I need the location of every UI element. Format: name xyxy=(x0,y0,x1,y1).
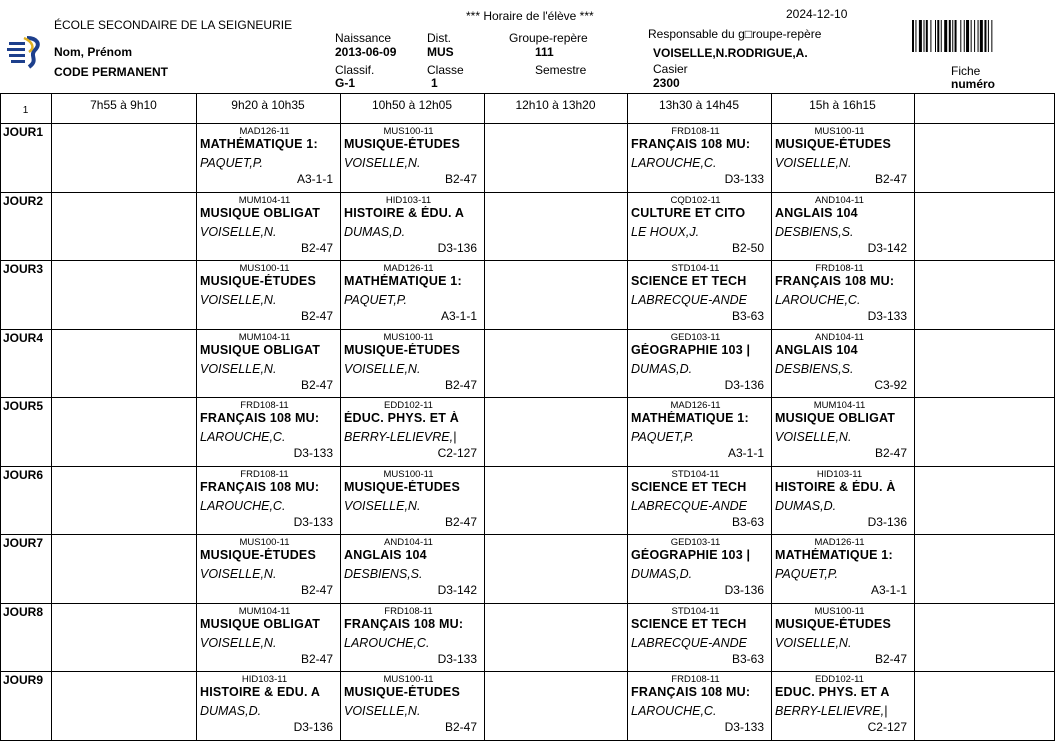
course-teacher: DUMAS,D. xyxy=(344,225,406,239)
course-code: MUS100-11 xyxy=(239,537,290,548)
course-room: B2-47 xyxy=(300,309,333,323)
course-teacher: VOISELLE,N. xyxy=(344,362,421,376)
course-teacher: PAQUET,P. xyxy=(200,156,263,170)
course-teacher: VOISELLE,N. xyxy=(775,156,852,170)
course-code: FRD108-11 xyxy=(240,400,289,411)
course-code: FRD108-11 xyxy=(240,469,289,480)
course-cell[interactable] xyxy=(628,261,771,329)
course-title: CULTURE ET CITO xyxy=(631,206,746,220)
course-cell[interactable] xyxy=(341,261,484,329)
course-cell[interactable] xyxy=(628,330,771,398)
course-teacher: VOISELLE,N. xyxy=(775,636,852,650)
course-room: D3-136 xyxy=(293,720,333,734)
day-label: JOUR3 xyxy=(3,262,44,276)
course-cell[interactable] xyxy=(197,672,340,740)
course-teacher: DUMAS,D. xyxy=(200,704,262,718)
course-cell[interactable] xyxy=(341,467,484,535)
group-value: 111 xyxy=(535,45,554,59)
day-label: JOUR9 xyxy=(3,673,44,687)
period-header: 7h55 à 9h10 xyxy=(90,98,157,112)
day-label: JOUR6 xyxy=(3,468,44,482)
course-cell[interactable] xyxy=(628,124,771,192)
course-title: MATHÉMATIQUE 1: xyxy=(200,137,318,151)
course-title: MATHÉMATIQUE 1: xyxy=(344,274,462,288)
course-cell[interactable] xyxy=(197,467,340,535)
course-title: MUSIQUE OBLIGAT xyxy=(200,206,321,220)
course-room: B2-50 xyxy=(731,241,764,255)
course-teacher: PAQUET,P. xyxy=(344,293,407,307)
grid-column-line xyxy=(914,93,915,740)
course-cell[interactable] xyxy=(628,398,771,466)
period-header: 10h50 à 12h05 xyxy=(371,98,453,112)
course-cell[interactable] xyxy=(341,398,484,466)
course-code: FRD108-11 xyxy=(671,126,720,137)
course-room: D3-133 xyxy=(867,309,907,323)
group-label: Groupe-repère xyxy=(509,31,588,45)
course-code: MUS100-11 xyxy=(383,332,434,343)
course-teacher: VOISELLE,N. xyxy=(775,430,852,444)
responsible-label: Responsable du g□roupe-repère xyxy=(648,27,822,41)
course-teacher: VOISELLE,N. xyxy=(200,362,277,376)
birth-label: Naissance xyxy=(335,31,392,45)
course-teacher: LAROUCHE,C. xyxy=(631,704,717,718)
course-title: ANGLAIS 104 xyxy=(775,343,858,357)
course-room: D3-133 xyxy=(724,172,764,186)
course-teacher: PAQUET,P. xyxy=(775,567,838,581)
course-code: HID103-11 xyxy=(816,469,863,480)
course-teacher: LABRECQUE-ANDE xyxy=(631,499,747,513)
course-cell[interactable] xyxy=(341,193,484,261)
course-teacher: VOISELLE,N. xyxy=(344,156,421,170)
course-room: B2-47 xyxy=(444,720,477,734)
course-code: MUS100-11 xyxy=(814,126,865,137)
course-room: C2-127 xyxy=(437,446,477,460)
course-code: MAD126-11 xyxy=(814,537,865,548)
course-room: D3-133 xyxy=(437,652,477,666)
class-value: 1 xyxy=(431,76,438,90)
course-title: ANGLAIS 104 xyxy=(775,206,858,220)
course-title: MUSIQUE-ÉTUDES xyxy=(200,274,317,288)
course-room: B3-63 xyxy=(731,309,764,323)
course-room: A3-1-1 xyxy=(296,172,333,186)
course-teacher: LAROUCHE,C. xyxy=(200,499,286,513)
course-room: D3-142 xyxy=(437,583,477,597)
course-code: EDD102-11 xyxy=(384,400,433,411)
course-teacher: BERRY-LELIEVRE,| xyxy=(775,704,888,718)
course-room: D3-136 xyxy=(724,583,764,597)
course-title: MATHÉMATIQUE 1: xyxy=(631,411,749,425)
course-cell[interactable] xyxy=(772,124,914,192)
school-logo-icon xyxy=(5,34,43,70)
course-teacher: LABRECQUE-ANDE xyxy=(631,293,747,307)
course-teacher: DESBIENS,S. xyxy=(344,567,423,581)
course-cell[interactable] xyxy=(197,261,340,329)
course-title: EDUC. PHYS. ET A xyxy=(775,685,890,699)
course-code: MUS100-11 xyxy=(383,469,434,480)
dist-label: Dist. xyxy=(427,31,451,45)
course-room: B3-63 xyxy=(731,652,764,666)
course-teacher: LABRECQUE-ANDE xyxy=(631,636,747,650)
classif-value: G-1 xyxy=(335,76,356,90)
course-room: D3-136 xyxy=(437,241,477,255)
course-title: SCIENCE ET TECH xyxy=(631,617,747,631)
course-code: MUM104-11 xyxy=(238,606,291,617)
course-teacher: VOISELLE,N. xyxy=(200,636,277,650)
grid-column-line xyxy=(484,93,485,740)
day-label: JOUR8 xyxy=(3,605,44,619)
code-label: CODE PERMANENT xyxy=(54,65,169,79)
day-label: JOUR4 xyxy=(3,331,44,345)
course-teacher: BERRY-LELIEVRE,| xyxy=(344,430,457,444)
course-title: MUSIQUE-ÉTUDES xyxy=(200,548,317,562)
course-cell[interactable] xyxy=(772,193,914,261)
course-teacher: VOISELLE,N. xyxy=(200,567,277,581)
course-title: MUSIQUE-ÉTUDES xyxy=(775,137,892,151)
course-code: MUM104-11 xyxy=(813,400,866,411)
course-code: FRD108-11 xyxy=(384,606,433,617)
day-label: JOUR7 xyxy=(3,536,44,550)
course-title: MUSIQUE-ÉTUDES xyxy=(775,617,892,631)
period-header: 15h à 16h15 xyxy=(809,98,876,112)
course-cell[interactable] xyxy=(772,467,914,535)
birth-value: 2013-06-09 xyxy=(335,45,397,59)
course-room: B2-47 xyxy=(444,378,477,392)
course-code: MAD126-11 xyxy=(383,263,434,274)
course-room: D3-136 xyxy=(724,378,764,392)
course-code: MAD126-11 xyxy=(670,400,721,411)
course-code: FRD108-11 xyxy=(671,674,720,685)
course-room: B2-47 xyxy=(300,583,333,597)
course-title: ANGLAIS 104 xyxy=(344,548,427,562)
course-room: B2-47 xyxy=(874,652,907,666)
period-header: 9h20 à 10h35 xyxy=(231,98,305,112)
course-cell[interactable] xyxy=(197,535,340,603)
print-date: 2024-12-10 xyxy=(786,7,848,21)
course-room: B3-63 xyxy=(731,515,764,529)
course-teacher: DUMAS,D. xyxy=(631,362,693,376)
course-cell[interactable] xyxy=(197,604,340,672)
day-label: JOUR1 xyxy=(3,125,44,139)
course-code: STD104-11 xyxy=(671,469,720,480)
course-cell[interactable] xyxy=(772,398,914,466)
course-cell[interactable] xyxy=(197,124,340,192)
course-teacher: VOISELLE,N. xyxy=(200,293,277,307)
course-room: B2-47 xyxy=(444,515,477,529)
course-title: ÉDUC. PHYS. ET À xyxy=(344,411,460,425)
course-code: MUS100-11 xyxy=(814,606,865,617)
course-room: D3-133 xyxy=(293,515,333,529)
barcode-icon xyxy=(912,20,1024,52)
course-cell[interactable] xyxy=(341,330,484,398)
course-teacher: LE HOUX,J. xyxy=(631,225,700,239)
course-code: HID103-11 xyxy=(241,674,288,685)
course-title: MUSIQUE-ÉTUDES xyxy=(344,343,461,357)
classif-label: Classif. xyxy=(335,63,375,77)
course-teacher: DESBIENS,S. xyxy=(775,362,854,376)
grid-column-line xyxy=(51,93,52,740)
class-label: Classe xyxy=(427,63,464,77)
numero-label: numéro xyxy=(951,77,996,91)
course-room: B2-47 xyxy=(300,241,333,255)
course-teacher: DUMAS,D. xyxy=(775,499,837,513)
course-title: MATHÉMATIQUE 1: xyxy=(775,548,893,562)
course-room: B2-47 xyxy=(300,652,333,666)
course-room: B2-47 xyxy=(874,446,907,460)
course-teacher: VOISELLE,N. xyxy=(344,499,421,513)
responsible-value: VOISELLE,N.RODRIGUE,A. xyxy=(653,46,808,60)
course-title: GÉOGRAPHIE 103 | xyxy=(631,548,751,562)
course-title: MUSIQUE OBLIGAT xyxy=(775,411,896,425)
course-code: FRD108-11 xyxy=(815,263,864,274)
course-code: GED103-11 xyxy=(670,537,721,548)
school-name: ÉCOLE SECONDAIRE DE LA SEIGNEURIE xyxy=(54,18,293,32)
course-title: SCIENCE ET TECH xyxy=(631,274,747,288)
period-header: 13h30 à 14h45 xyxy=(658,98,740,112)
course-title: FRANÇAIS 108 MU: xyxy=(344,617,464,631)
course-code: HID103-11 xyxy=(385,195,432,206)
course-code: MUS100-11 xyxy=(239,263,290,274)
course-title: FRANÇAIS 108 MU: xyxy=(200,411,320,425)
course-room: B2-47 xyxy=(444,172,477,186)
course-code: STD104-11 xyxy=(671,263,720,274)
course-cell[interactable] xyxy=(772,672,914,740)
course-cell[interactable] xyxy=(628,604,771,672)
page-title: *** Horaire de l'élève *** xyxy=(466,9,594,23)
course-cell[interactable] xyxy=(197,398,340,466)
course-code: MAD126-11 xyxy=(239,126,290,137)
course-code: AND104-11 xyxy=(815,195,864,206)
course-code: MUS100-11 xyxy=(383,674,434,685)
course-cell[interactable] xyxy=(197,330,340,398)
grid-column-line xyxy=(0,93,1,740)
casier-value: 2300 xyxy=(653,76,680,90)
course-teacher: DESBIENS,S. xyxy=(775,225,854,239)
course-teacher: LAROUCHE,C. xyxy=(200,430,286,444)
period-header: 12h10 à 13h20 xyxy=(515,98,596,112)
course-title: MUSIQUE OBLIGAT xyxy=(200,343,321,357)
course-cell[interactable] xyxy=(628,193,771,261)
course-room: B2-47 xyxy=(300,378,333,392)
course-code: GED103-11 xyxy=(670,332,721,343)
course-cell[interactable] xyxy=(341,672,484,740)
course-room: D3-133 xyxy=(724,720,764,734)
day-label: JOUR5 xyxy=(3,399,44,413)
course-title: HISTOIRE & ÉDU. A xyxy=(344,206,465,220)
course-teacher: LAROUCHE,C. xyxy=(775,293,861,307)
course-room: C3-92 xyxy=(874,378,907,392)
course-teacher: DUMAS,D. xyxy=(631,567,693,581)
course-teacher: LAROUCHE,C. xyxy=(631,156,717,170)
semester-label: Semestre xyxy=(535,63,587,77)
course-cell[interactable] xyxy=(772,535,914,603)
course-title: MUSIQUE-ÉTUDES xyxy=(344,480,461,494)
course-cell[interactable] xyxy=(772,604,914,672)
course-title: MUSIQUE OBLIGAT xyxy=(200,617,321,631)
course-code: AND104-11 xyxy=(384,537,433,548)
course-title: HISTOIRE & EDU. A xyxy=(200,685,321,699)
course-teacher: VOISELLE,N. xyxy=(344,704,421,718)
course-code: EDD102-11 xyxy=(815,674,864,685)
course-room: A3-1-1 xyxy=(727,446,764,460)
course-room: D3-136 xyxy=(867,515,907,529)
course-teacher: PAQUET,P. xyxy=(631,430,694,444)
course-title: SCIENCE ET TECH xyxy=(631,480,747,494)
course-code: STD104-11 xyxy=(671,606,720,617)
course-cell[interactable] xyxy=(341,604,484,672)
course-cell[interactable] xyxy=(341,124,484,192)
course-cell[interactable] xyxy=(628,672,771,740)
course-title: FRANÇAIS 108 MU: xyxy=(631,685,751,699)
course-room: A3-1-1 xyxy=(440,309,477,323)
course-title: MUSIQUE-ÉTUDES xyxy=(344,685,461,699)
course-title: FRANÇAIS 108 MU: xyxy=(775,274,895,288)
course-cell[interactable] xyxy=(628,467,771,535)
course-teacher: LAROUCHE,C. xyxy=(344,636,430,650)
course-teacher: VOISELLE,N. xyxy=(200,225,277,239)
course-room: D3-142 xyxy=(867,241,907,255)
course-room: D3-133 xyxy=(293,446,333,460)
course-title: MUSIQUE-ÉTUDES xyxy=(344,137,461,151)
course-code: MUS100-11 xyxy=(383,126,434,137)
course-code: MUM104-11 xyxy=(238,195,291,206)
grid-corner-label: 1 xyxy=(22,105,29,116)
course-cell[interactable] xyxy=(772,330,914,398)
course-code: AND104-11 xyxy=(815,332,864,343)
casier-label: Casier xyxy=(653,62,688,76)
dist-value: MUS xyxy=(427,45,454,59)
day-label: JOUR2 xyxy=(3,194,44,208)
course-room: C2-127 xyxy=(867,720,907,734)
course-room: B2-47 xyxy=(874,172,907,186)
course-cell[interactable] xyxy=(628,535,771,603)
course-cell[interactable] xyxy=(341,535,484,603)
name-label: Nom, Prénom xyxy=(54,45,133,59)
course-title: GÉOGRAPHIE 103 | xyxy=(631,343,751,357)
course-title: FRANÇAIS 108 MU: xyxy=(200,480,320,494)
course-cell[interactable] xyxy=(197,193,340,261)
course-title: HISTOIRE & ÉDU. À xyxy=(775,480,896,494)
course-cell[interactable] xyxy=(772,261,914,329)
course-title: FRANÇAIS 108 MU: xyxy=(631,137,751,151)
course-code: CQD102-11 xyxy=(670,195,721,206)
course-room: A3-1-1 xyxy=(870,583,907,597)
fiche-label: Fiche xyxy=(951,64,981,78)
course-code: MUM104-11 xyxy=(238,332,291,343)
